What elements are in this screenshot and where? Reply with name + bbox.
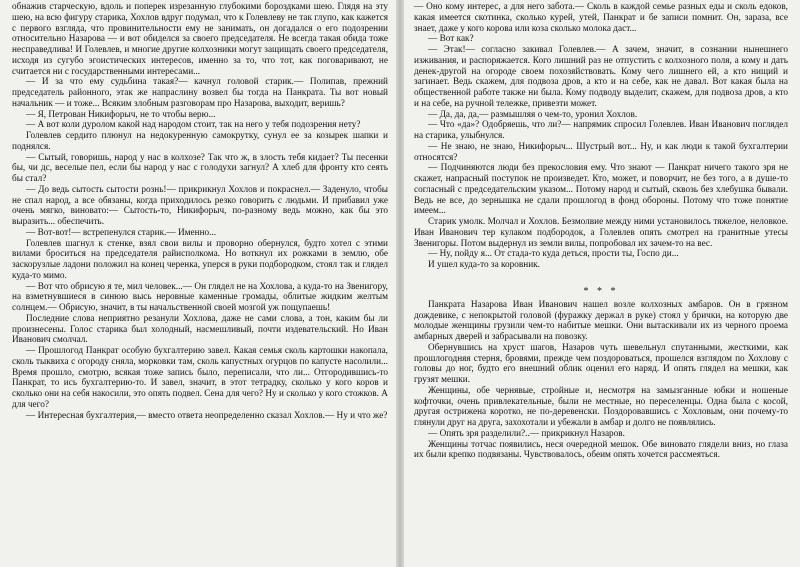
left-page xyxy=(0,0,398,567)
paragraph: — Вот-вот!— встрепенулся старик.— Именно... xyxy=(26,227,217,238)
left-page-text xyxy=(12,2,388,421)
right-page-text-top xyxy=(414,2,788,271)
paragraph: — Не знаю, не знаю, Никифорыч... Шустрый вот... Ну, и как люди к такой бухгалтерии относятся? xyxy=(414,141,788,163)
section-divider: * * * xyxy=(583,285,619,297)
paragraph: Голевлев шагнул к стенке, взял свои вилы и проворно обернулся, будто хотел с этими вилами броситься на председателя райисполкома. Но воткнул их рожками в землю, обе заскорузлые ладони положил на конец черенка, уперся в руки подбородком, стоял так и глядел куда-то мимо. xyxy=(12,238,388,281)
paragraph: — До ведь сытость сытости рознь!— прикрикнул Хохлов и покраснел.— Заденуло, чтобы не спал народ, а все обязаны, когда приходилось резко говорить с людьми. И прибавил уже очень мягко, виновато:— Сытость-то, Никифорыч, по-разному ведь можно, как бы это выразить... обеспечить. xyxy=(12,184,388,227)
right-page xyxy=(402,0,800,567)
paragraph: — Оно кому интерес, а для него забота.— Сколь в каждой семье разных еды и сколь едоков, какая имеется скотинка, сколько курей, утей, Панкрат и бе записи помнит. Он, зараза, все знает, даже у кого корова или коза сколько молока даст... xyxy=(414,2,788,34)
paragraph: — Вот что обрисую я те, мил человек...— Он глядел не на Хохлова, а куда-то на Звенигору, на взметнувшиеся в синюю высь неровные каменные громады, облитые жидким желтым солнцем.— Обрисую, значит, в ты начальственной своей мозгой уж пощупаешь! xyxy=(12,281,388,313)
paragraph: Обернувшись на хруст шагов, Назаров чуть шевельнул спутанными, жесткими, как прошлогодняя стерня, бровями, прежде чем поздороваться, прошелся взглядом по Хохлову с головы до ног, будто его внешний облик оценил его наряд. И опять глядел на мешки, как грузят мешки. xyxy=(414,342,788,385)
paragraph: Голевлев сердито плюнул на недокуренную самокрутку, сунул ее за козырек шапки и поднялся. xyxy=(12,131,388,152)
paragraph: — Ну, пойду я... От стада-то куда деться, прости ты, Госпо ди... xyxy=(428,249,679,260)
section-spacer xyxy=(414,271,788,281)
paragraph: — Сытый, говоришь, народ у нас в колхозе? Так что ж, в злость тебя кидает? Ты песенки бы, чи дс, веселые пел, если бы народ у нас с голодухи загнул? А хлеб для фронту кто сеять бы стал? xyxy=(12,152,388,184)
paragraph: — Да, да, да,— размышляя о чем-то, уронил Хохлов. xyxy=(428,109,638,120)
paragraph: И ушел куда-то за коровник. xyxy=(428,260,540,270)
paragraph: — И за что ему судьбина такая?— качнул головой старик.— Полипав, прежний председатель районного, этак же напраслину возвел бы тогда на Панкрата. Ты вот новый начальник — и тоже... Всяким злобным разговорам про Назарова, выходит, веришь? xyxy=(12,77,388,109)
paragraph: — Вот как? xyxy=(428,34,474,45)
paragraph: — Я, Петрован Никифорыч, не то чтобы верю... xyxy=(26,109,216,120)
paragraph: обнажив старческую, вдоль и поперек изрезанную глубокими бороздками шею. Глядя на эту шею, на всю фигуру старика, Хохлов вдруг подумал, что к Голевлеву не так глупо, как кажется с первого взгляда, что провинительности ему не занимать, он догадался о его подозрении относительно Назарова — и вот обиделся за своего председателя. Не всегда такая обида тоже несправедлива! И Голевлев, и многие другие колхозники могут защищать своего председателя, исходя из сугубо эгоистических интересов, именно за то, что тот, как поговаривают, не считается ни с государственными интересами... xyxy=(12,2,388,77)
paragraph: — А вот коли дуролом какой над народом стоит, так на него у тебя подозрения нету? xyxy=(26,120,361,131)
right-page-text-bottom xyxy=(414,300,788,461)
paragraph: Последние слова неприятно резанули Хохлова, даже не сами слова, а тон, каким бы ли произнесены. Голос старика был холодный, насмешливый, почти издевательский. Но Иван Иванович смолчал. xyxy=(12,313,388,346)
paragraph: — Опять зря разделили?..— прикрикнул Назаров. xyxy=(428,428,625,439)
paragraph: — Прошлогод Панкрат особую бухгалтерию завел. Какая семья сколь картошки накопала, сколь тыквиха с огороду сняла, морковки там, сколь капустных огурцов по капусте насолили... Время прошло, смотрю, всякая тоже запись было, переписали, что ли... Отгородившись-то Панкрат, то ись бухгалтерию-то. И завел, значит, в этот тетрадку, сколько у кого коров и сколько они на себя накосили, это опять подвел. Сена для чего? Ну и сколько у кого стожков. А для чего? xyxy=(12,346,388,410)
paragraph: — Этак!— согласно закивал Голевлев.— А зачем, значит, в сознании нынешнего изживания, и распоряжается. Кого лишний раз не отпустить с колхозного поля, а кому и дать денек-другой на огороде своем похозяйствовать. Кому чего лишнего ей, а кто нищий и загинает. Ведь скажем, для подвоза дров, а кто и на себе, как не давал. Вот какая была на общественной работе также ни была. Кому подводу выделит, скажем, для подвоза дров, а кто и на себе, на ручной тележке, привезти может. xyxy=(414,45,788,109)
paragraph: Женщины тотчас появились, неся очередной мешок. Обе виновато глядели вниз, но глаза их были крепко подвязаны. Чувствовалось, обеим опять хочется рассмеяться. xyxy=(414,439,788,461)
paragraph: — Что «да»? Одобряешь, что ли?— напрямик спросил Голевлев. Иван Иванович поглядел на старика, улыбнулся. xyxy=(414,120,788,141)
paragraph: — Подчиняются люди без прекословия ему. Что знают — Панкрат ничего такого зря не скажет, напрасный поступок не произведет. Кто, может, и поворчит, не без того, а в душе-то согласный с председательским указом... Потому народ и сытый, сквозь без хлебушка бывали. Ведь не все, до зернышка не сдали прошлогод в фонд обороны. Потому что тоже понятие имеем... xyxy=(414,163,788,217)
paragraph: Панкрата Назарова Иван Иванович нашел возле колхозных амбаров. Он в грязном дождевике, с непокрытой головой (фуражку держал в руке) стоял у брички, на которую две молодые женщины грузили чем-то набитые мешки. Они вытаскивали их из черного проема амбарных дверей и забрасывали на повозку. xyxy=(414,299,788,342)
paragraph: Женщины, обе чернявые, стройные и, несмотря на замызганные юбки и ношеные кофточки, очень привлекательные, были не местные, но переселенцы. Одна была с косой, другая острижена коротко, не по-деревенски. Поздоровавшись с Хохловым, они почему-то глянули друг на друга, захохотали и убежали в амбар и долго не появлялись. xyxy=(414,385,788,428)
paragraph: Старик умолк. Молчал и Хохлов. Безмолвие между ними установилось тяжелое, неловкое. Иван Иванович тер кулаком подбородок, а Голевлев опять смотрел на гранитные утесы Звенигоры. Потом выдернул из земли вилы, попробовал их зачем-то на вес. xyxy=(414,217,788,249)
paragraph: — Интересная бухгалтерия,— вместо ответа неопределенно сказал Хохлов.— Ну и что же? xyxy=(26,410,388,421)
